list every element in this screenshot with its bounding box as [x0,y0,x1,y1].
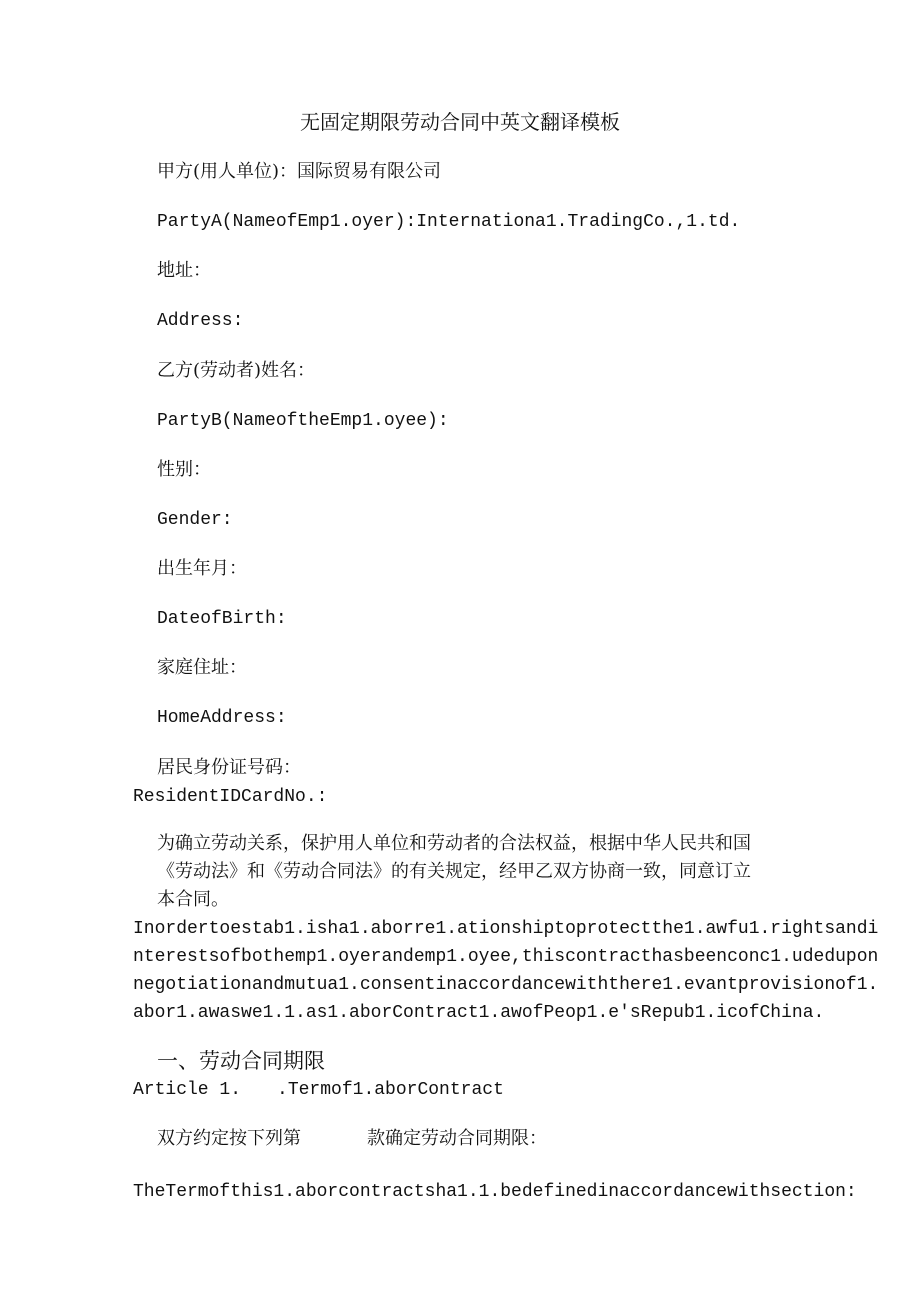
party-b-en: PartyB(NameoftheEmp1.oyee): [157,411,449,431]
article-1-heading-en [133,1078,504,1102]
gender-en: Gender: [157,510,233,530]
document-title: 无固定期限劳动合同中英文翻译模板 [300,110,620,134]
preamble-en-line-3: negotiationandmutua1.consentinaccordancewiththere1.evantprovisionof1. [133,975,879,995]
term-clause-cn [157,1127,547,1151]
party-b-cn: 乙方(劳动者)姓名： [157,360,316,381]
article-1-heading-cn: 一、劳动合同期限 [157,1049,325,1073]
term-clause-cn-part-2: 款确定劳动合同期限： [367,1128,547,1149]
preamble-en-line-1: Inordertoestab1.isha1.aborre1.ationshiptoprotectthe1.awfu1.rightsandi [133,919,879,939]
id-card-cn: 居民身份证号码： [157,757,301,778]
term-clause-cn-part-1: 双方约定按下列第 [157,1128,301,1149]
preamble-cn-line-3: 本合同。 [157,889,229,910]
preamble-en-line-2: nterestsofbothemp1.oyerandemp1.oyee,thiscontracthasbeenconc1.udedupon [133,947,879,967]
preamble-en-line-4: abor1.awaswe1.1.as1.aborContract1.awofPeop1.e'sRepub1.icofChina. [133,1003,825,1023]
article-1-title: .Termof1.aborContract [277,1080,504,1100]
address-en: Address: [157,311,244,331]
party-a-cn: 甲方(用人单位)：国际贸易有限公司 [157,161,442,182]
id-card-en: ResidentIDCardNo.: [133,787,328,807]
preamble-cn-line-2: 《劳动法》和《劳动合同法》的有关规定，经甲乙双方协商一致，同意订立 [157,861,751,882]
gender-cn: 性别： [157,459,211,480]
term-clause-en: TheTermofthis1.aborcontractsha1.1.bedefinedinaccordancewithsection: [133,1182,857,1202]
birth-cn: 出生年月： [157,558,247,579]
home-address-en: HomeAddress: [157,708,287,728]
home-address-cn: 家庭住址： [157,657,247,678]
birth-en: DateofBirth: [157,609,287,629]
party-a-en: PartyA(NameofEmp1.oyer):Internationa1.TradingCo.,1.td. [157,212,741,232]
preamble-cn-line-1: 为确立劳动关系，保护用人单位和劳动者的合法权益，根据中华人民共和国 [157,833,751,854]
address-cn: 地址： [157,260,211,281]
article-1-number: Article 1. [133,1080,242,1100]
